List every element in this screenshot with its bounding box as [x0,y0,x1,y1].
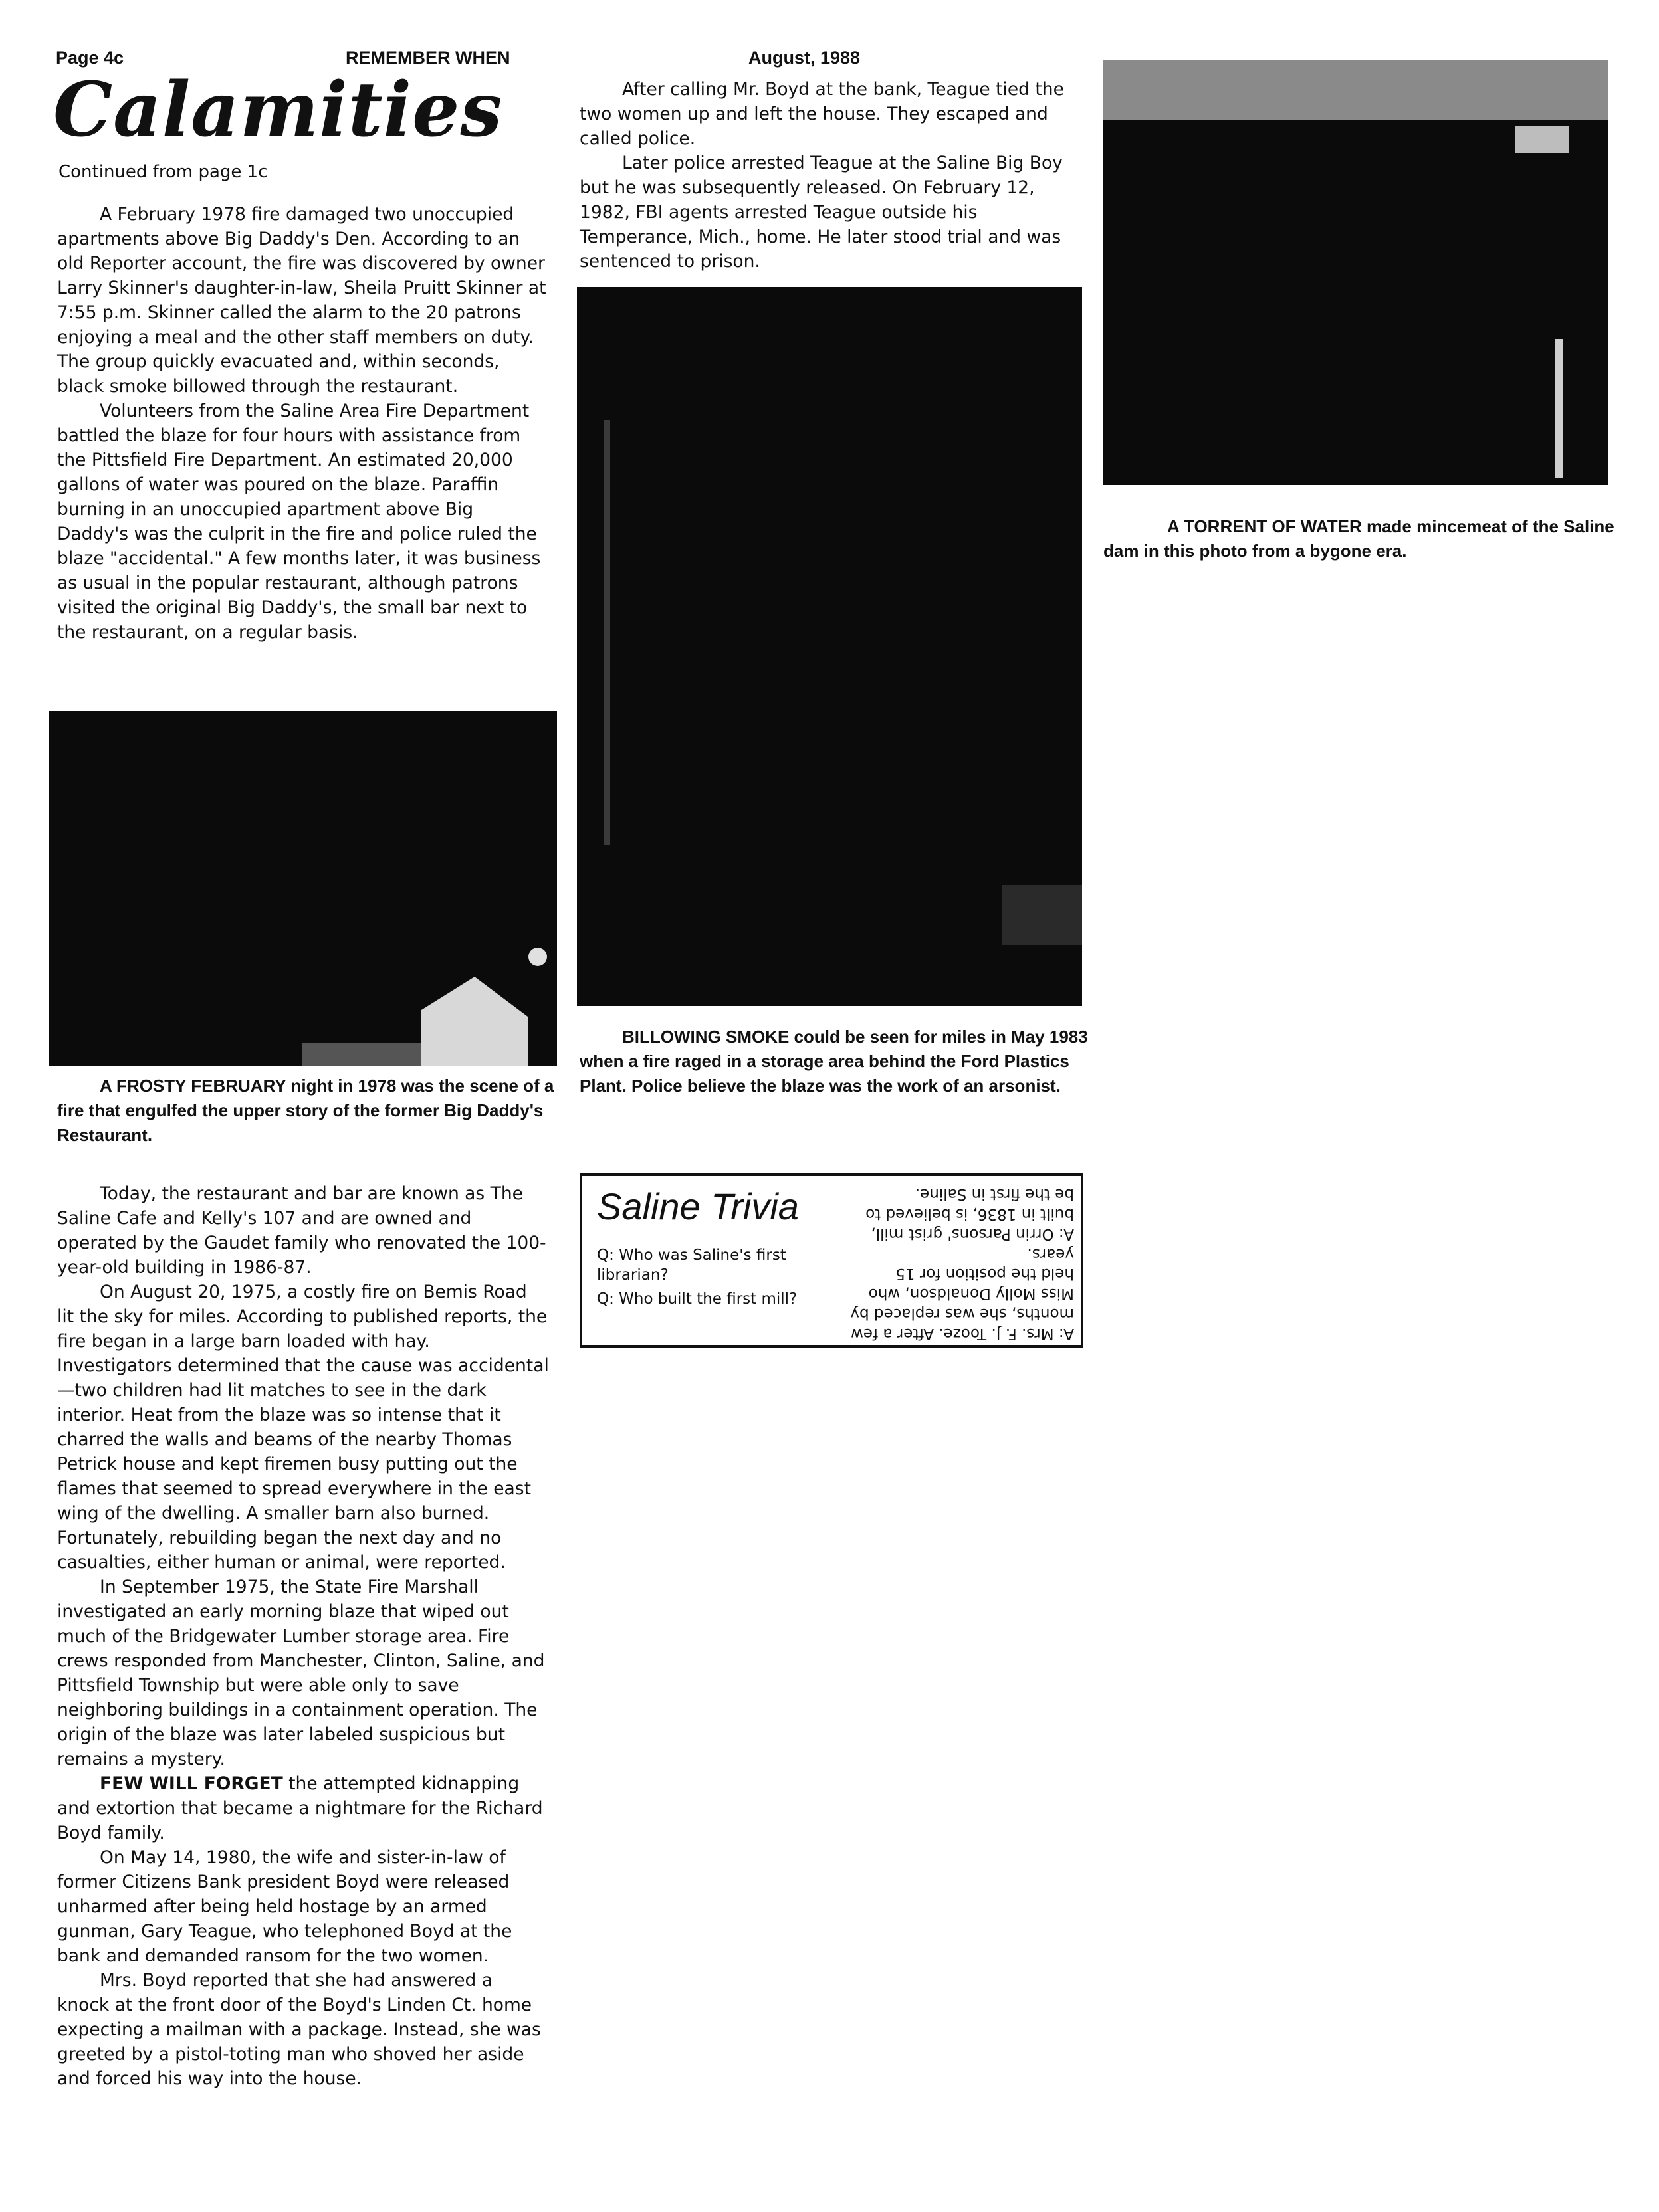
trivia-answers-upside-down [848,1184,1074,1344]
caption-torrent-of-water [1103,514,1615,563]
paragraph: On May 14, 1980, the wife and sister-in-law of former Citizens Bank president Boyd were released unharmed after being held hostage by an armed gunman, Gary Teague, who telephoned Boyd at the bank and demanded ransom for the two women. [57,1847,512,1966]
page-number: Page 4c [56,48,124,68]
paragraph: Later police arrested Teague at the Saline Big Boy but he was subsequently released. On February 12, 1982, FBI agents arrested Teague outside his Temperance, Mich., home. He later stood trial and was sentenced to prison. [580,153,1063,272]
caption-text: BILLOWING SMOKE could be seen for miles in May 1983 when a fire raged in a storage area behind the Ford Plastics Plant. Police believe the blaze was the work of an arsonist. [580,1027,1088,1096]
paragraph: After calling Mr. Boyd at the bank, Teague tied the two women up and left the house. They escaped and called police. [580,79,1064,149]
trivia-title: Saline Trivia [597,1185,799,1227]
trivia-question-2: Q: Who built the first mill? [597,1290,798,1308]
paragraph: In September 1975, the State Fire Marshall investigated an early morning blaze that wiped out much of the Bridgewater Lumber storage area. Fire crews responded from Manchester, Clinton, Saline, and Pittsfield Township but were able only to save neighboring buildings in a containment operation. The origin of the blaze was later labeled suspicious but remains a mystery. [57,1577,545,1769]
continued-note: Continued from page 1c [58,162,268,182]
column-2-upper [580,77,1078,274]
smoke-plume-image [577,287,1082,1006]
trivia-question-1: Q: Who was Saline's first librarian? [597,1247,786,1284]
lead-in: FEW WILL FORGET [100,1773,283,1794]
caption-lead: A TORRENT OF WATER [1167,516,1362,536]
paragraph: On August 20, 1975, a costly fire on Bemis Road lit the sky for miles. According to published reports, the fire began in a large barn loaded with hay. Investigators determined that the cause was accidental—two children had lit matches to see in the dark interior. Heat from the blaze was so intense that it charred the walls and beams of the nearby Thomas Petrick house and kept firemen busy putting out the flames that seemed to spread everywhere in the east wing of the dwelling. A smaller barn also burned. Fortunately, rebuilding began the next day and no casualties, either human or animal, were reported. [57,1282,549,1573]
house-silhouette-image [49,711,557,1066]
paragraph: Volunteers from the Saline Area Fire Department battled the blaze for four hours with assistance from the Pittsfield Fire Department. An estimated 20,000 gallons of water was poured on the blaze. Paraffin burning in an unoccupied apartment above Big Daddy's was the culprit in the fire and police ruled the blaze "accidental." A few months later, it was business as usual in the popular restaurant, although patrons visited the original Big Daddy's, the small bar next to the restaurant, on a regular basis. [57,401,541,643]
paragraph [57,1771,549,1845]
issue-date: August, 1988 [748,48,861,68]
photo-frosty-february-fire [49,711,557,1066]
paragraph: A February 1978 fire damaged two unoccupied apartments above Big Daddy's Den. According to an old Reporter account, the fire was discovered by owner Larry Skinner's daughter-in-law, Sheila Pruitt Skinner at 7:55 p.m. Skinner called the alarm to the 20 patrons enjoying a meal and the other staff members on duty. The group quickly evacuated and, within seconds, black smoke billowed through the restaurant. [57,204,546,397]
caption-billowing-smoke [580,1025,1091,1098]
trivia-answer-2: A: Orrin Parsons' grist mill, built in 1836, is believed to be the first in Saline. [865,1185,1074,1243]
column-1-upper [57,202,549,645]
lead-rest: the attempted kidnapping and extortion that became a nightmare for the Richard Boyd family. [57,1773,543,1843]
saline-trivia-box [580,1173,1083,1348]
photo-billowing-smoke [577,287,1082,1006]
dam-waterfall-image [1103,60,1608,485]
article-title: Calamities [53,66,503,153]
paragraph: Today, the restaurant and bar are known as The Saline Cafe and Kelly's 107 and are owned and operated by the Gaudet family who renovated the 100-year-old building in 1986-87. [57,1183,546,1278]
caption-frosty-february [57,1074,562,1148]
photo-torrent-of-water [1103,60,1608,485]
column-1-lower [57,1181,549,2091]
paragraph: Mrs. Boyd reported that she had answered a knock at the front door of the Boyd's Linden Ct. home expecting a mailman with a package. Instead, she was greeted by a pistol-toting man who shoved her aside and forced his way into the house. [57,1970,541,2089]
caption-rest: made mincemeat of the Saline dam in this photo from a bygone era. [1103,516,1614,561]
caption-text [1103,514,1615,563]
trivia-answer-1: A: Mrs. F. J. Tooze. After a few months, she was replaced by Miss Molly Donaldson, who held the position for 15 years. [850,1245,1074,1342]
section-name: REMEMBER WHEN [346,48,510,68]
caption-text: A FROSTY FEBRUARY night in 1978 was the scene of a fire that engulfed the upper story of the former Big Daddy's Restaurant. [57,1076,554,1145]
